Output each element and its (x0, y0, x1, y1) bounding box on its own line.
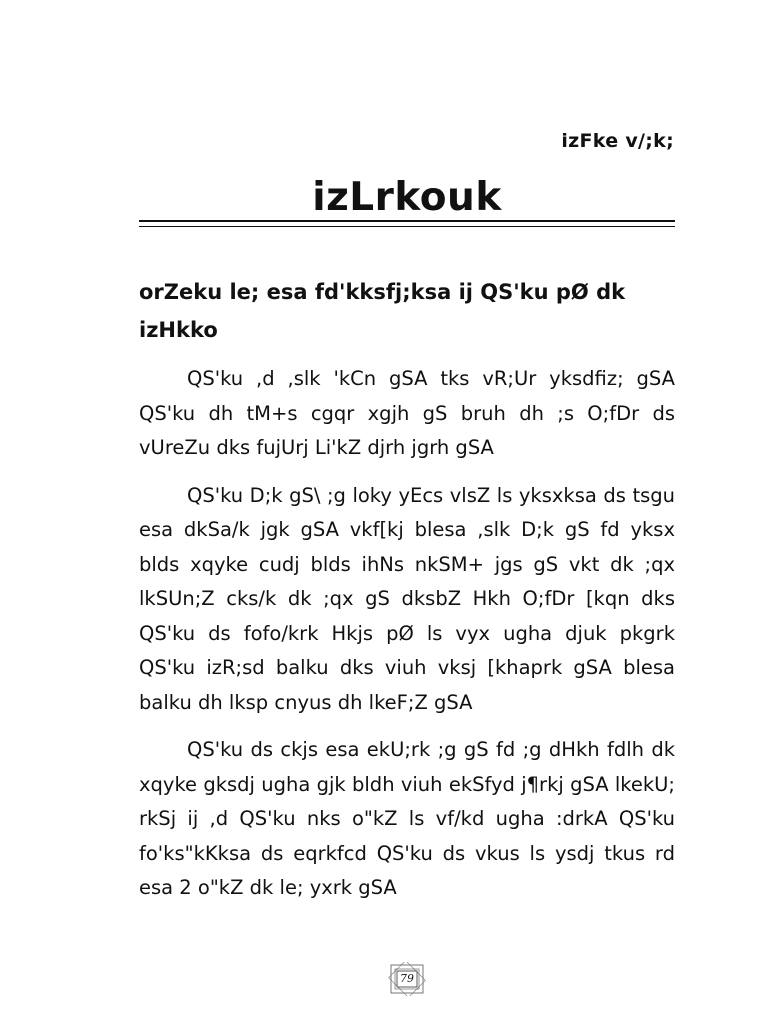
page-title: izLrkouk (312, 175, 502, 220)
paragraph-1: QS'ku ,d ,slk 'kCn gSA tks vR;Ur yksdfiz; gSA QS'ku dh tM+s cgqr xgjh gS bruh dh ;s O;fDr ds vUreZu dks fujUrj Li'kZ djrh jgrh gSA (139, 367, 675, 459)
page-number-ornament (386, 962, 428, 996)
body-text (139, 362, 675, 919)
page-number: 79 (400, 972, 414, 985)
paragraph-2: QS'ku D;k gS\ ;g loky yEcs vlsZ ls yksxksa ds tsgu esa dkSa/k jgk gSA vkf[kj blesa ,slk D;k gS fd yksx blds xqyke cudj blds ihNs nkSM+ jgs gS vkt dk ;qx lkSUn;Z cks/k dk ;qx gS dksbZ Hkh O;fDr [kqn dks QS'ku ds fofo/krk Hkjs pØ ls vyx ugha djuk pkgrk QS'ku izR;sd balku dks viuh vksj [khaprk gSA blesa balku dh lksp cnyus dh lkeF;Z gSA (139, 483, 675, 714)
chapter-label: izFke v/;k; (561, 130, 674, 152)
title-underline-rule (139, 220, 675, 227)
section-heading: orZeku le; esa fd'kksfj;ksa ij QS'ku pØ dk izHkko (139, 280, 626, 342)
paragraph-3: QS'ku ds ckjs esa ekU;rk ;g gS fd ;g dHkh fdlh dk xqyke gksdj ugha gjk bldh viuh ekSfyd j¶rkj gSA lkekU; rkSj ij ,d QS'ku nks o"kZ ls vf/kd ugha :drkA QS'ku fo'ks"kKksa ds eqrkfcd QS'ku ds vkus ls ysdj tkus rd esa 2 o"kZ dk le; yxrk gSA (139, 738, 675, 899)
